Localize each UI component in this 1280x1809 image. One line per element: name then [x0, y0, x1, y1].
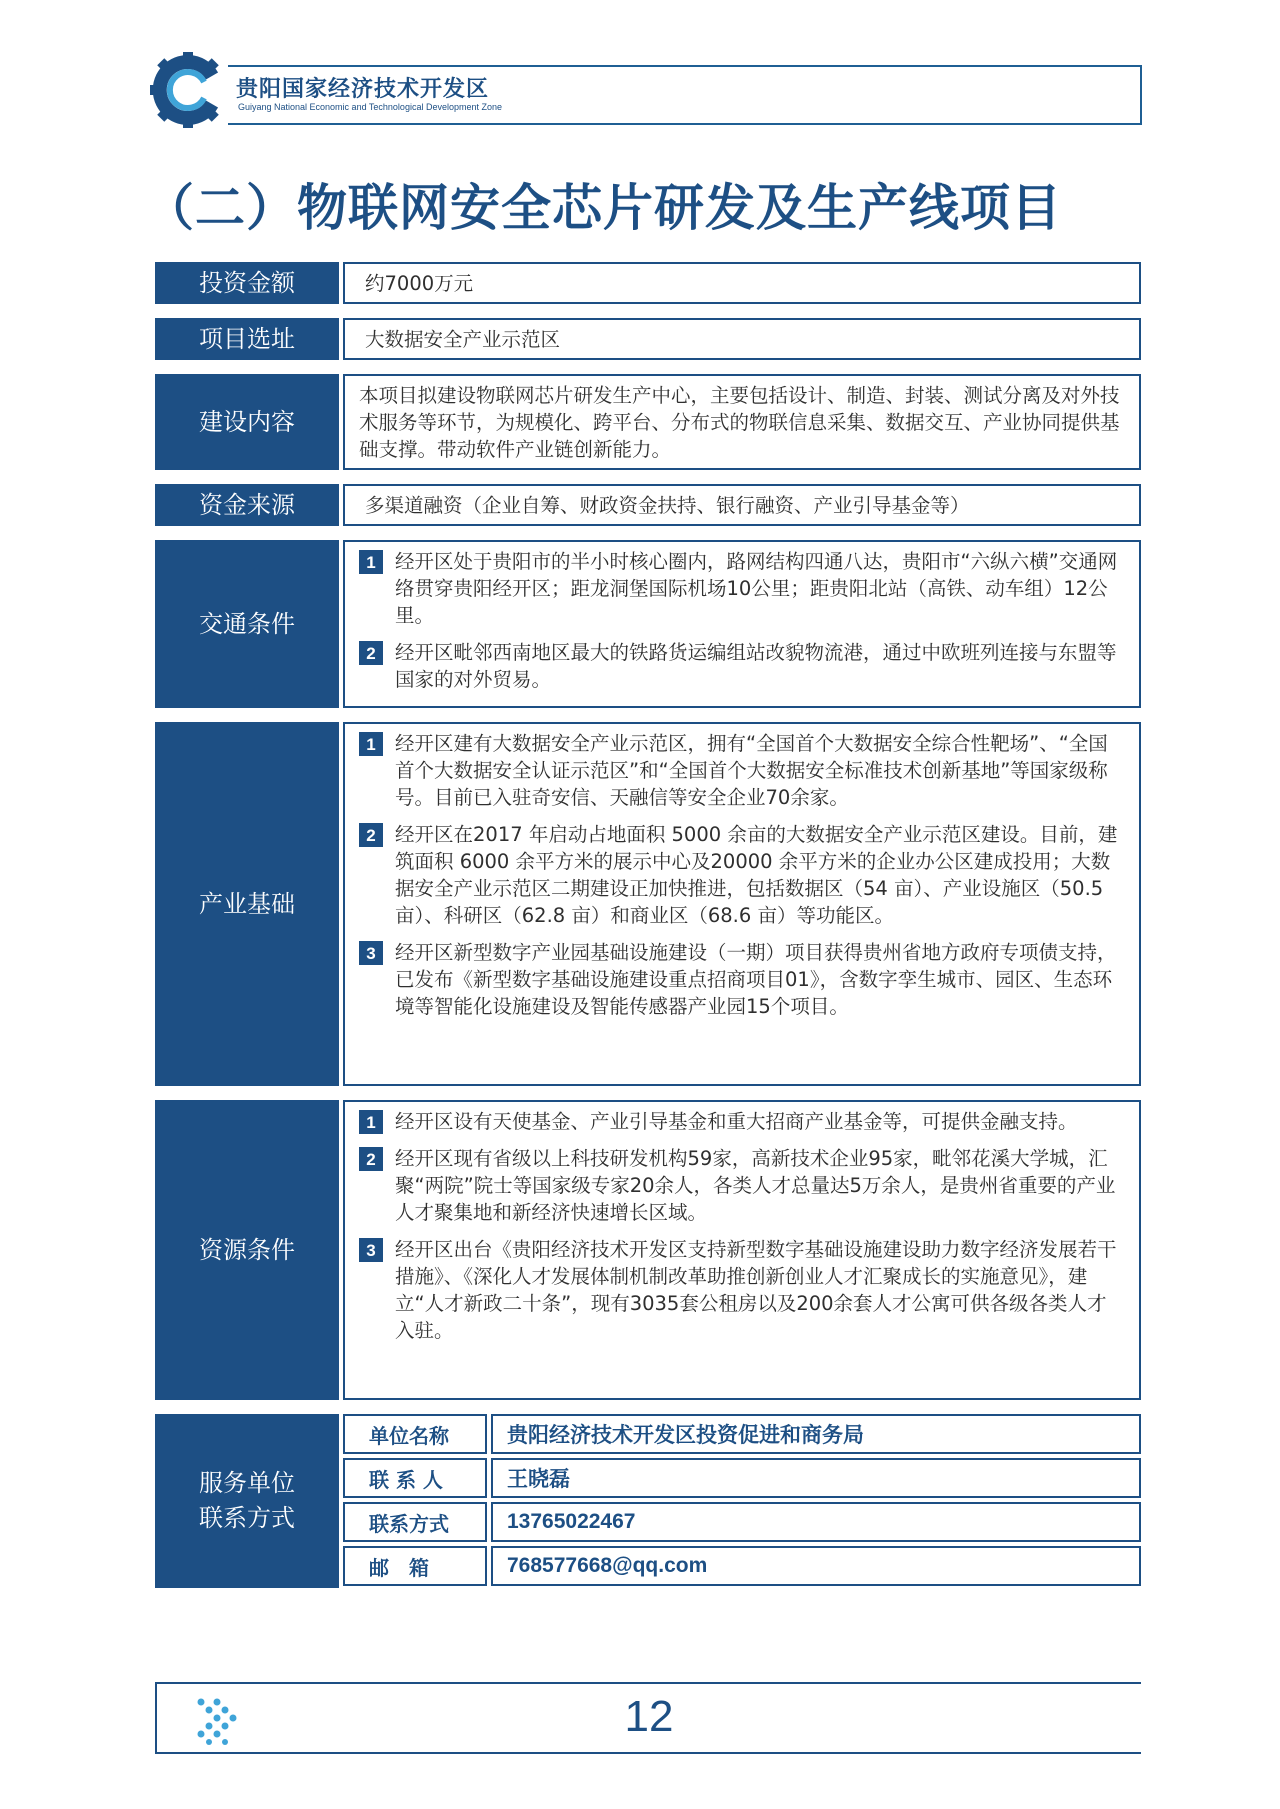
row-location [155, 318, 1141, 360]
row-label-location: 项目选址 [155, 318, 339, 360]
row-content [155, 374, 1141, 470]
page-title: （二）物联网安全芯片研发及生产线项目 [144, 179, 1062, 237]
list-item [359, 639, 1125, 693]
contact-person-row [343, 1458, 1141, 1498]
item-text: 经开区新型数字产业园基础设施建设（一期）项目获得贵州省地方政府专项债支持，已发布《新型数字基础设施建设重点招商项目01》，含数字孪生城市、园区、生态环境等智能化设施建设及智能传感器产业园15个项目。 [395, 941, 1117, 1018]
list-item [359, 1236, 1125, 1344]
row-investment [155, 262, 1141, 304]
unit-label: 单位名称 [343, 1414, 487, 1454]
location-value: 大数据安全产业示范区 [343, 318, 1141, 360]
item-text: 经开区现有省级以上科技研发机构59家，高新技术企业95家，毗邻花溪大学城，汇聚“两院”院士等国家级专家20余人，各类人才总量达5万余人，是贵州省重要的产业人才聚集地和新经济快速增长区域。 [395, 1147, 1116, 1224]
item-text: 经开区设有天使基金、产业引导基金和重大招商产业基金等，可提供金融支持。 [395, 1110, 1078, 1133]
row-label-content: 建设内容 [155, 374, 339, 470]
list-item [359, 730, 1125, 811]
row-traffic [155, 540, 1141, 708]
item-number-badge: 1 [359, 732, 383, 756]
email-value: 768577668@qq.com [491, 1546, 1141, 1586]
contact-label-line2: 联系方式 [199, 1504, 295, 1532]
list-item [359, 1145, 1125, 1226]
resources-list [343, 1100, 1141, 1400]
item-text: 经开区建有大数据安全产业示范区，拥有“全国首个大数据安全综合性靶场”、“全国首个大数据安全认证示范区”和“全国首个大数据安全标准技术创新基地”等国家级称号。目前已入驻奇安信、天融信等安全企业70余家。 [395, 732, 1108, 809]
contact-email-row [343, 1546, 1141, 1586]
list-item [359, 821, 1125, 929]
traffic-list [343, 540, 1141, 708]
person-value: 王晓磊 [491, 1458, 1141, 1498]
email-label: 邮 箱 [343, 1546, 487, 1586]
item-number-badge: 2 [359, 641, 383, 665]
org-name-cn: 贵阳国家经济技术开发区 [236, 77, 490, 102]
row-label-investment: 投资金额 [155, 262, 339, 304]
row-label-industry: 产业基础 [155, 722, 339, 1086]
item-number-badge: 1 [359, 550, 383, 574]
item-text: 经开区出台《贵阳经济技术开发区支持新型数字基础设施建设助力数字经济发展若干措施》、《深化人才发展体制机制改革助推创新创业人才汇聚成长的实施意见》，建立“人才新政二十条”，现有3035套公租房以及200余套人才公寓可供各级各类人才入驻。 [395, 1238, 1117, 1342]
item-text: 经开区在2017 年启动占地面积 5000 余亩的大数据安全产业示范区建设。目前，建筑面积 6000 余平方米的展示中心及20000 余平方米的企业办公区建成投用；大数据安全产业示范区二期建设正加快推进，包括数据区（54 亩）、产业设施区（50.5 亩）、科研区（62.8 亩）和商业区（68.6 亩）等功能区。 [395, 823, 1118, 927]
item-number-badge: 1 [359, 1110, 383, 1134]
phone-value: 13765022467 [491, 1502, 1141, 1542]
page-footer [155, 1682, 1141, 1754]
row-contact [155, 1414, 1141, 1588]
investment-value: 约7000万元 [343, 262, 1141, 304]
contact-label-line1: 服务单位 [199, 1469, 295, 1498]
content-value: 本项目拟建设物联网芯片研发生产中心，主要包括设计、制造、封装、测试分离及对外技术服务等环节，为规模化、跨平台、分布式的物联信息采集、数据交互、产业协同提供基础支撑。带动软件产业链创新能力。 [343, 374, 1141, 470]
item-text: 经开区毗邻西南地区最大的铁路货运编组站改貌物流港，通过中欧班列连接与东盟等国家的对外贸易。 [395, 641, 1117, 691]
contact-phone-row [343, 1502, 1141, 1542]
contact-unit-row [343, 1414, 1141, 1454]
item-number-badge: 3 [359, 941, 383, 965]
row-label-contact [155, 1414, 339, 1588]
item-number-badge: 2 [359, 823, 383, 847]
row-funding [155, 484, 1141, 526]
row-resources [155, 1100, 1141, 1400]
row-label-funding: 资金来源 [155, 484, 339, 526]
row-industry [155, 722, 1141, 1086]
page-number: 12 [624, 1692, 674, 1741]
funding-value: 多渠道融资（企业自筹、财政资金扶持、银行融资、产业引导基金等） [343, 484, 1141, 526]
list-item [359, 548, 1125, 629]
page-header [148, 50, 1142, 130]
list-item [359, 939, 1125, 1020]
row-label-resources: 资源条件 [155, 1100, 339, 1400]
list-item [359, 1108, 1125, 1135]
phone-label: 联系方式 [343, 1502, 487, 1542]
person-label: 联 系 人 [343, 1458, 487, 1498]
item-number-badge: 3 [359, 1238, 383, 1262]
item-number-badge: 2 [359, 1147, 383, 1171]
row-label-traffic: 交通条件 [155, 540, 339, 708]
org-name-en: Guiyang National Economic and Technological Development Zone [238, 102, 502, 112]
unit-value: 贵阳经济技术开发区投资促进和商务局 [491, 1414, 1141, 1454]
gear-c-logo-icon [148, 50, 228, 130]
item-text: 经开区处于贵阳市的半小时核心圈内，路网结构四通八达，贵阳市“六纵六横”交通网络贯穿贵阳经开区；距龙洞堡国际机场10公里；距贵阳北站（高铁、动车组）12公里。 [395, 550, 1118, 627]
industry-list [343, 722, 1141, 1086]
